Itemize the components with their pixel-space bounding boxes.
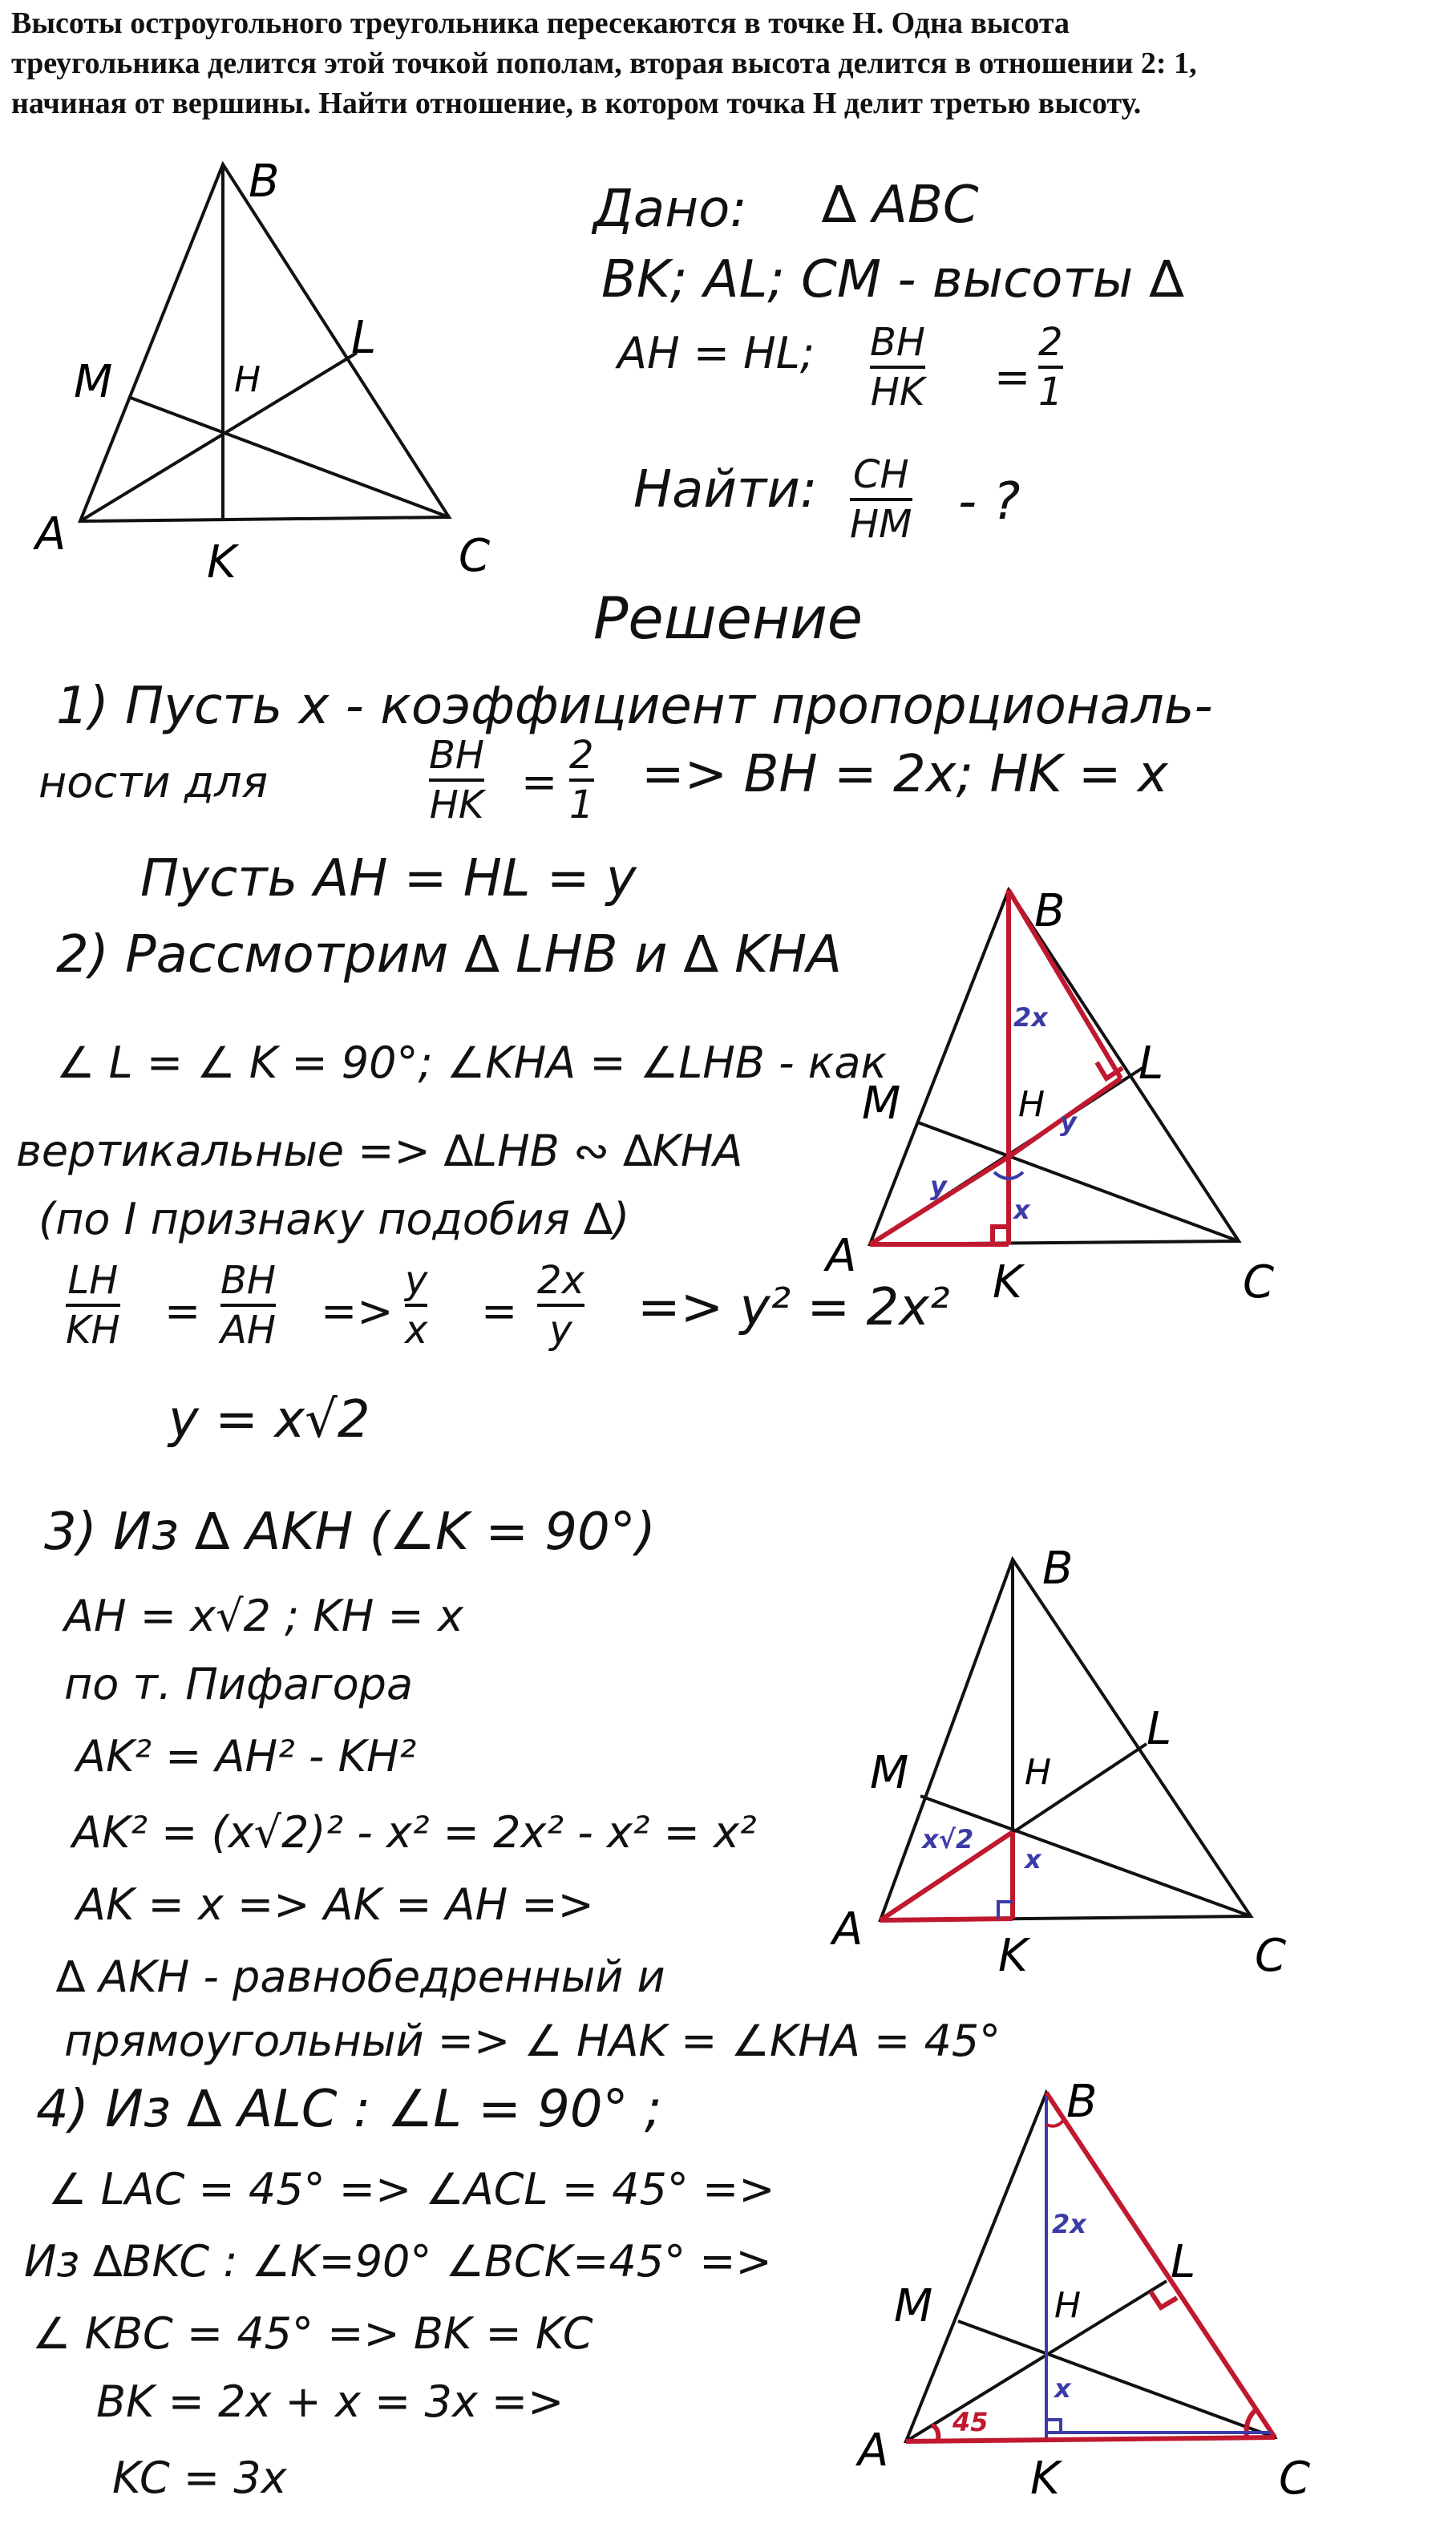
label-h-3: H [1025, 1752, 1052, 1793]
find-num: CH [852, 452, 909, 497]
label-h-4: H [1054, 2285, 1082, 2326]
step3-line3: по т. Пифагора [64, 1659, 414, 1709]
label-l-1: L [351, 312, 377, 364]
solution-title: Решение [593, 584, 863, 652]
label-k-4: K [1030, 2453, 1060, 2505]
mark-y-bh: y [1060, 1106, 1077, 1137]
mark-y-ah: y [930, 1171, 947, 1201]
label-l-2: L [1139, 1037, 1164, 1090]
mark-xsqrt2-3: x√2 [922, 1824, 974, 1854]
step2-f4-num: 2x [537, 1258, 584, 1303]
mark-45-4: 45 [952, 2407, 989, 2437]
label-l-4: L [1171, 2236, 1196, 2288]
step1-line3: Пусть AH = HL = y [140, 849, 637, 908]
step2-f1-num: LH [67, 1258, 119, 1303]
label-m-4: M [894, 2280, 933, 2332]
given-triangle: ∆ ABC [822, 176, 979, 235]
mark-x-2: x [1013, 1195, 1030, 1225]
step2-line6: y = x√2 [168, 1390, 370, 1450]
step3-line8: прямоугольный => ∠ HAK = ∠KHA = 45° [64, 2016, 1001, 2066]
label-k-2: K [993, 1256, 1022, 1308]
find-title: Найти: [633, 460, 818, 520]
label-h-2: H [1018, 1084, 1045, 1125]
given-title: Дано: [593, 180, 747, 239]
label-k-1: K [207, 536, 237, 588]
step1-val-num: 2 [569, 733, 594, 778]
label-a-4: A [858, 2425, 889, 2477]
label-m-3: M [870, 1747, 909, 1799]
step4-line4: ∠ KBC = 45° => BK = KC [32, 2308, 593, 2359]
given-ratio-num: BH [870, 320, 926, 365]
label-k-3: K [998, 1930, 1028, 1982]
step2-line2: ∠ L = ∠ K = 90°; ∠KHA = ∠LHB - как [56, 1037, 888, 1088]
step2-f1-den: KH [66, 1308, 120, 1353]
step1-line1: 1) Пусть x - коэффициент пропорциональ- [56, 677, 1213, 736]
step1-line2a: ности для [38, 757, 269, 807]
step4-line5: BK = 2x + x = 3x => [96, 2376, 564, 2427]
problem-statement: Высоты остроугольного треугольника пересекаются в точке H. Одна высота треугольника делится этой точкой пополам, вторая высота делится в отношении 2: 1, начиная от вершины. Найти отношение, в котором точка H делит третью высоту. [11, 6, 1197, 120]
step2-line3: вертикальные => ∆LHB ∾ ∆KHA [16, 1126, 743, 1176]
mark-2x-2: 2x [1013, 1002, 1048, 1033]
step1-frac-num: BH [429, 733, 485, 778]
step2-eq2: = [481, 1286, 518, 1337]
label-c-2: C [1243, 1256, 1275, 1308]
label-c-1: C [459, 530, 491, 582]
given-ratio-eq: = [994, 352, 1031, 402]
step4-line6: KC = 3x [112, 2453, 287, 2503]
label-l-3: L [1147, 1703, 1172, 1755]
mark-x-4: x [1054, 2373, 1071, 2404]
label-b-2: B [1034, 885, 1066, 937]
step2-f3-num: y [405, 1258, 428, 1303]
find-den: HM [850, 502, 912, 547]
step2-f3-den: x [405, 1308, 428, 1353]
step2-f4-den: y [549, 1308, 572, 1353]
given-ah: AH = HL; [617, 328, 815, 378]
label-b-3: B [1042, 1543, 1074, 1595]
step2-tail: => y² = 2x² [637, 1278, 950, 1337]
step2-line1: 2) Рассмотрим ∆ LHB и ∆ KHA [56, 925, 842, 985]
step2-f2-num: BH [220, 1258, 277, 1303]
step1-line2b: => BH = 2x; HK = x [641, 745, 1168, 804]
step2-eq1: = [164, 1286, 201, 1337]
step1-frac-den: HK [429, 783, 484, 827]
label-a-1: A [35, 508, 67, 560]
label-a-3: A [832, 1903, 863, 1956]
step1-val-den: 1 [569, 783, 594, 827]
step2-f2-den: AH [220, 1308, 276, 1353]
step3-line1: 3) Из ∆ AKH (∠K = 90°) [44, 1503, 656, 1562]
given-ratio-den: HK [870, 370, 925, 415]
step4-line1: 4) Из ∆ ALC : ∠L = 90° ; [36, 2080, 662, 2139]
label-b-4: B [1066, 2076, 1098, 2128]
step3-line4: AK² = AH² - KH² [76, 1731, 417, 1782]
label-b-1: B [249, 156, 280, 208]
label-c-4: C [1279, 2453, 1311, 2505]
step4-line3: Из ∆BKC : ∠K=90° ∠BCK=45° => [24, 2236, 772, 2287]
step2-line4: (по I признаку подобия ∆) [38, 1194, 630, 1244]
step1-eq: = [521, 757, 558, 807]
step3-line2: AH = x√2 ; KH = x [64, 1591, 463, 1641]
label-h-1: H [234, 359, 261, 400]
label-c-3: C [1255, 1930, 1287, 1982]
step3-line7: ∆ AKH - равнобедренный и [56, 1952, 665, 2002]
given-heights: BK; AL; CM - высоты ∆ [601, 250, 1184, 309]
label-m-2: M [862, 1078, 901, 1130]
step3-line6: AK = x => AK = AH => [76, 1879, 594, 1930]
step2-arrow: => [321, 1286, 394, 1337]
mark-x-3: x [1025, 1844, 1041, 1875]
mark-2x-4: 2x [1052, 2209, 1086, 2239]
given-ratio-value-den: 1 [1038, 370, 1063, 415]
step4-line2: ∠ LAC = 45° => ∠ACL = 45° => [48, 2164, 775, 2214]
find-tail: - ? [958, 472, 1021, 532]
step3-line5: AK² = (x√2)² - x² = 2x² - x² = x² [72, 1807, 757, 1858]
given-ratio-value-num: 2 [1038, 320, 1063, 365]
label-a-2: A [826, 1230, 857, 1282]
label-m-1: M [74, 356, 113, 408]
